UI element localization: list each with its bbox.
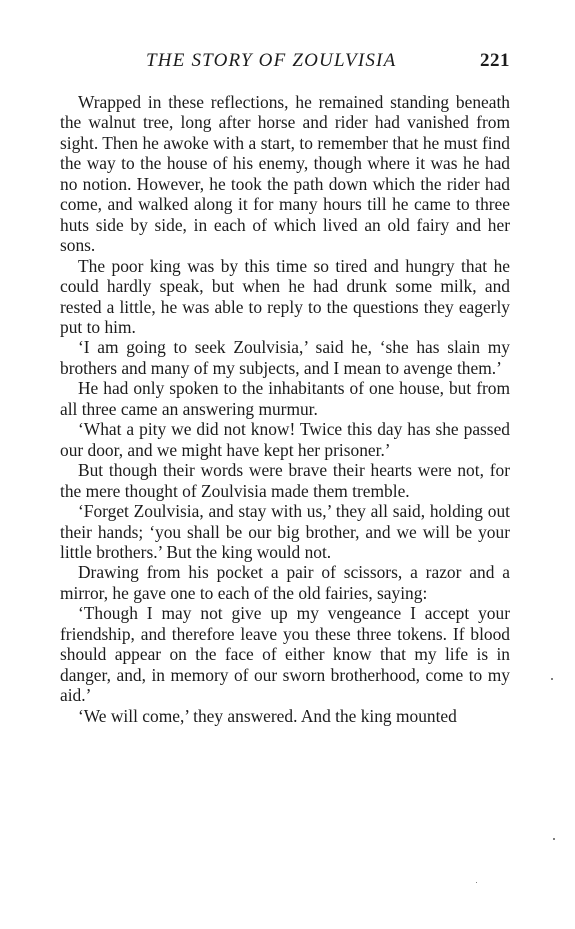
scan-speck [551, 678, 553, 680]
body-text [60, 92, 510, 726]
paragraph: ‘Though I may not give up my vengeance I accept your friendship, and therefore leave you these three tokens. If blood should appear on the face of either know that my life is in danger, and, in memory of our sworn brotherhood, come to my aid.’ [60, 603, 510, 706]
paragraph: The poor king was by this time so tired and hungry that he could hardly speak, but when he had drunk some milk, and rested a little, he was able to reply to the questions they eagerly put to him. [60, 255, 510, 337]
scan-speck [476, 882, 477, 883]
scan-speck [553, 838, 555, 840]
paragraph: ‘We will come,’ they answered. And the king mounted [78, 705, 457, 726]
paragraph: He had only spoken to the inhabitants of one house, but from all three came an answering murmur. [60, 378, 510, 419]
paragraph: ‘Forget Zoulvisia, and stay with us,’ they all said, holding out their hands; ‘you shall be our big brother, and we will be your little brothers.’ But the king would not. [60, 501, 510, 562]
paragraph: Wrapped in these reflections, he remained standing beneath the walnut tree, long after horse and rider had vanished from sight. Then he awoke with a start, to remember that he must find the way to the house of his enemy, though where it was he had no notion. However, he took the path down which the rider had come, and walked along it for many hours till he came to three huts side by side, in each of which lived an old fairy and her sons. [60, 92, 510, 256]
running-title: THE STORY OF ZOULVISIA [146, 50, 397, 71]
paragraph: Drawing from his pocket a pair of scissors, a razor and a mirror, he gave one to each of the old fairies, saying: [60, 562, 510, 603]
page-header [60, 50, 510, 78]
paragraph: But though their words were brave their hearts were not, for the mere thought of Zoulvisia made them tremble. [60, 460, 510, 501]
paragraph: ‘I am going to seek Zoulvisia,’ said he, ‘she has slain my brothers and many of my subjects, and I mean to avenge them.’ [60, 337, 510, 378]
page-number: 221 [480, 50, 510, 71]
paragraph: ‘What a pity we did not know! Twice this day has she passed our door, and we might have kept her prisoner.’ [60, 419, 510, 460]
